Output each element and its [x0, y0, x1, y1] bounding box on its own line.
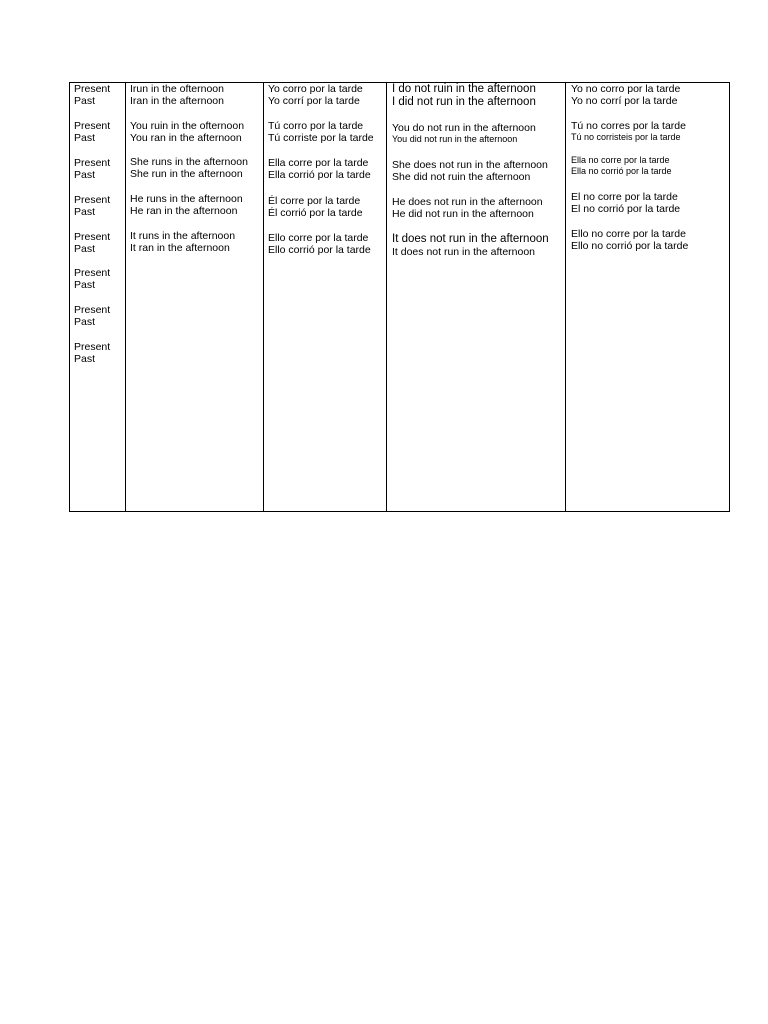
sentence-present: Ella no corre por la tarde	[571, 155, 670, 165]
sentence-past: It does not run in the afternoon	[392, 246, 536, 258]
tense-label-cell	[74, 231, 123, 256]
sentence-present: Tú no corres por la tarde	[571, 120, 686, 132]
sentence-cell	[571, 155, 727, 177]
sentence-past: Ella corrió por la tarde	[268, 169, 371, 182]
sentence-past: He ran in the afternoon	[130, 205, 238, 218]
tense-label: Past	[74, 243, 96, 256]
sentence-cell	[130, 156, 261, 181]
sentence-past: Tú corriste por la tarde	[268, 132, 374, 145]
sentence-past: You did not run in the afternoon	[392, 134, 518, 145]
sentence-cell	[130, 193, 261, 218]
sentence-present: Ello no corre por la tarde	[571, 228, 686, 240]
sentence-cell	[268, 120, 384, 145]
sentence-past: Ello no corrió por la tarde	[571, 240, 689, 253]
sentence-cell	[571, 228, 727, 253]
sentence-cell	[571, 191, 727, 216]
sentence-past: It ran in the afternoon	[130, 242, 230, 255]
sentence-cell	[392, 196, 563, 221]
sentence-present: It runs in the afternoon	[130, 230, 236, 242]
sentence-present: You do not run in the afternoon	[392, 122, 536, 134]
sentence-present: He does not run in the afternoon	[392, 196, 543, 208]
sentence-cell	[268, 232, 384, 257]
tense-label: Past	[74, 206, 96, 219]
sentence-past: Yo corrí por la tarde	[268, 95, 360, 108]
sentence-cell	[392, 233, 563, 258]
tense-label: Present	[74, 341, 111, 353]
tense-label: Present	[74, 157, 111, 169]
english-affirmative-column	[125, 83, 263, 511]
sentence-past: I did not run in the afternoon	[392, 96, 536, 108]
sentence-cell	[392, 83, 563, 109]
sentence-cell	[571, 120, 727, 143]
tense-label: Present	[74, 194, 111, 206]
sentence-present: Tú corro por la tarde	[268, 120, 364, 132]
tense-label-cell	[74, 267, 123, 292]
sentence-past: She run in the afternoon	[130, 168, 243, 181]
sentence-past: Iran in the afternoon	[130, 95, 224, 108]
sentence-past: She did not ruin the afternoon	[392, 171, 531, 184]
sentence-past: He did not run in the afternoon	[392, 208, 534, 221]
tense-label: Present	[74, 231, 111, 243]
tense-label-cell	[74, 194, 123, 219]
sentence-past: Tú no corristeis por la tarde	[571, 132, 681, 143]
sentence-past: Yo no corrí por la tarde	[571, 95, 678, 108]
sentence-cell	[268, 157, 384, 182]
sentence-cell	[268, 195, 384, 220]
tense-label: Present	[74, 267, 111, 279]
tense-label: Past	[74, 279, 96, 292]
sentence-cell	[392, 159, 563, 184]
english-negative-column	[386, 83, 565, 511]
sentence-present: It does not run in the afternoon	[392, 233, 549, 245]
sentence-cell	[392, 122, 563, 145]
tense-label: Present	[74, 304, 111, 316]
tense-label: Past	[74, 132, 96, 145]
sentence-present: You ruin in the ofternoon	[130, 120, 245, 132]
tense-label: Past	[74, 353, 96, 366]
sentence-present: He runs in the afternoon	[130, 193, 243, 205]
tense-label: Past	[74, 95, 96, 108]
tense-label: Present	[74, 83, 111, 95]
sentence-present: She runs in the afternoon	[130, 156, 248, 168]
spanish-negative-column	[565, 83, 729, 511]
tense-label-cell	[74, 120, 123, 145]
sentence-present: Él corre por la tarde	[268, 195, 361, 207]
sentence-present: El no corre por la tarde	[571, 191, 678, 203]
sentence-past: Ella no corrió por la tarde	[571, 166, 672, 176]
sentence-cell	[571, 83, 727, 108]
sentence-past: Él corrió por la tarde	[268, 207, 363, 220]
sentence-cell	[130, 83, 261, 108]
sentence-cell	[130, 230, 261, 255]
tense-label: Past	[74, 316, 96, 329]
conjugation-table	[69, 82, 730, 512]
tense-label-column	[70, 83, 125, 511]
spanish-affirmative-column	[263, 83, 386, 511]
sentence-cell	[268, 83, 384, 108]
sentence-present: Irun in the ofternoon	[130, 83, 224, 95]
sentence-present: Ella corre por la tarde	[268, 157, 369, 169]
sentence-present: Yo no corro por la tarde	[571, 83, 681, 95]
tense-label: Past	[74, 169, 96, 182]
tense-label-cell	[74, 83, 123, 108]
sentence-past: You ran in the afternoon	[130, 132, 242, 145]
tense-label-cell	[74, 157, 123, 182]
tense-label-cell	[74, 304, 123, 329]
sentence-past: El no corrió por la tarde	[571, 203, 681, 216]
tense-label-cell	[74, 341, 123, 366]
tense-label: Present	[74, 120, 111, 132]
sentence-past: Ello corrió por la tarde	[268, 244, 371, 257]
sentence-present: She does not run in the afternoon	[392, 159, 548, 171]
sentence-present: I do not ruin in the afternoon	[392, 83, 536, 95]
sentence-present: Yo corro por la tarde	[268, 83, 363, 95]
sentence-present: Ello corre por la tarde	[268, 232, 369, 244]
sentence-cell	[130, 120, 261, 145]
